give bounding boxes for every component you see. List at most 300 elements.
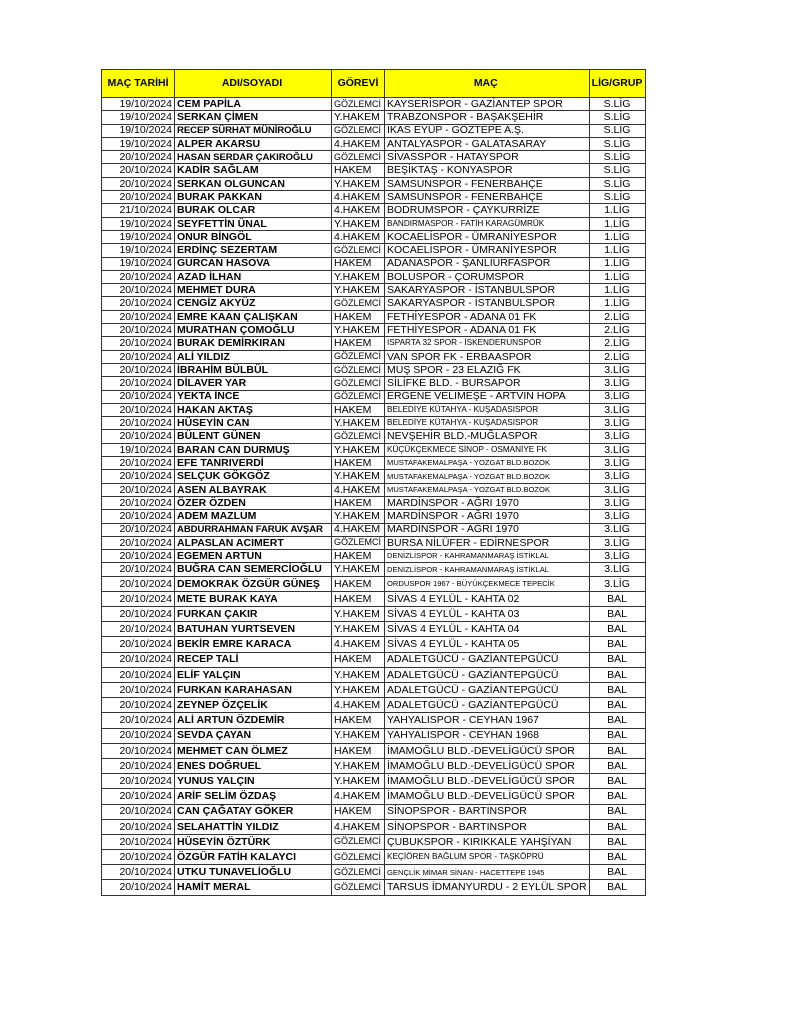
row-match: MUSTAFAKEMALPAŞA - YOZGAT BLD.BOZOK bbox=[385, 483, 590, 496]
table-row bbox=[102, 880, 646, 895]
table-row bbox=[102, 377, 646, 390]
row-name: CENGİZ AKYÜZ bbox=[175, 297, 332, 310]
row-duty: HAKEM bbox=[332, 164, 385, 177]
row-league: BAL bbox=[589, 607, 645, 622]
row-date: 20/10/2024 bbox=[102, 652, 175, 667]
row-duty: HAKEM bbox=[332, 257, 385, 270]
row-match: SİVAS 4 EYLÜL - KAHTA 03 bbox=[385, 607, 590, 622]
table-row bbox=[102, 804, 646, 819]
row-league: BAL bbox=[589, 728, 645, 743]
row-duty: GÖZLEMCİ bbox=[332, 390, 385, 403]
row-league: BAL bbox=[589, 713, 645, 728]
row-league: 2.LİG bbox=[589, 350, 645, 363]
row-date: 19/10/2024 bbox=[102, 98, 175, 111]
row-duty: GÖZLEMCİ bbox=[332, 865, 385, 880]
row-match: KAYSERİSPOR - GAZİANTEP SPOR bbox=[385, 98, 590, 111]
table-row bbox=[102, 337, 646, 350]
row-match: İMAMOĞLU BLD.-DEVELİGÜCÜ SPOR bbox=[385, 758, 590, 773]
row-date: 20/10/2024 bbox=[102, 284, 175, 297]
row-duty: Y.HAKEM bbox=[332, 470, 385, 483]
row-name: CAN ÇAĞATAY GÖKER bbox=[175, 804, 332, 819]
row-name: RECEP TALİ bbox=[175, 652, 332, 667]
row-date: 20/10/2024 bbox=[102, 758, 175, 773]
header-row bbox=[102, 70, 646, 98]
table-row bbox=[102, 430, 646, 443]
row-league: 3.LİG bbox=[589, 523, 645, 536]
row-date: 20/10/2024 bbox=[102, 177, 175, 190]
row-match: MUSTAFAKEMALPAŞA - YOZGAT BLD.BOZOK bbox=[385, 457, 590, 470]
table-row bbox=[102, 137, 646, 150]
row-name: MEHMET DURA bbox=[175, 284, 332, 297]
row-match: MARDİNSPOR - AĞRI 1970 bbox=[385, 496, 590, 509]
row-league: 3.LİG bbox=[589, 377, 645, 390]
row-date: 20/10/2024 bbox=[102, 622, 175, 637]
row-match: BELEDİYE KÜTAHYA - KUŞADASISPOR bbox=[385, 417, 590, 430]
row-duty: Y.HAKEM bbox=[332, 728, 385, 743]
row-duty: HAKEM bbox=[332, 804, 385, 819]
table-row bbox=[102, 124, 646, 137]
row-league: BAL bbox=[589, 850, 645, 865]
row-name: EFE TANRIVERDİ bbox=[175, 457, 332, 470]
row-date: 20/10/2024 bbox=[102, 483, 175, 496]
row-name: SERKAN ÇİMEN bbox=[175, 111, 332, 124]
row-league: 3.LİG bbox=[589, 363, 645, 376]
table-row bbox=[102, 667, 646, 682]
row-match: MUŞ SPOR - 23 ELAZIĞ FK bbox=[385, 363, 590, 376]
row-name: ARİF SELİM ÖZDAŞ bbox=[175, 789, 332, 804]
row-match: NEVŞEHİR BLD.-MUĞLASPOR bbox=[385, 430, 590, 443]
row-date: 20/10/2024 bbox=[102, 698, 175, 713]
table-row bbox=[102, 713, 646, 728]
table-row bbox=[102, 191, 646, 204]
row-name: ABDURRAHMAN FARUK AVŞAR bbox=[175, 523, 332, 536]
row-league: 2.LİG bbox=[589, 310, 645, 323]
row-match: DENİZLİSPOR - KAHRAMANMARAŞ İSTİKLAL bbox=[385, 563, 590, 576]
row-match: İMAMOĞLU BLD.-DEVELİGÜCÜ SPOR bbox=[385, 774, 590, 789]
row-date: 20/10/2024 bbox=[102, 713, 175, 728]
header-date: MAÇ TARİHİ bbox=[102, 70, 175, 98]
row-league: 3.LİG bbox=[589, 576, 645, 591]
row-match: ADALETGÜCÜ - GAZİANTEPGÜCÜ bbox=[385, 652, 590, 667]
row-match: SİNOPSPOR - BARTINSPOR bbox=[385, 804, 590, 819]
row-league: 1.LİG bbox=[589, 270, 645, 283]
row-match: MARDİNSPOR - AĞRI 1970 bbox=[385, 523, 590, 536]
row-duty: 4.HAKEM bbox=[332, 137, 385, 150]
row-league: 1.LİG bbox=[589, 230, 645, 243]
row-name: BEKİR EMRE KARACA bbox=[175, 637, 332, 652]
row-match: SİVAS 4 EYLÜL - KAHTA 02 bbox=[385, 591, 590, 606]
row-league: BAL bbox=[589, 880, 645, 895]
row-match: KOCAELİSPOR - ÜMRANİYESPOR bbox=[385, 244, 590, 257]
row-duty: Y.HAKEM bbox=[332, 111, 385, 124]
table-row bbox=[102, 698, 646, 713]
row-duty: Y.HAKEM bbox=[332, 774, 385, 789]
row-match: BOLUSPOR - ÇORUMSPOR bbox=[385, 270, 590, 283]
row-duty: 4.HAKEM bbox=[332, 191, 385, 204]
table-row bbox=[102, 98, 646, 111]
row-name: ONUR BİNGÖL bbox=[175, 230, 332, 243]
row-league: BAL bbox=[589, 789, 645, 804]
row-name: BURAK PAKKAN bbox=[175, 191, 332, 204]
row-name: AZAD İLHAN bbox=[175, 270, 332, 283]
row-match: BANDIRMASPOR - FATİH KARAGÜMRÜK bbox=[385, 217, 590, 230]
row-league: BAL bbox=[589, 758, 645, 773]
row-duty: HAKEM bbox=[332, 457, 385, 470]
row-duty: HAKEM bbox=[332, 576, 385, 591]
row-date: 20/10/2024 bbox=[102, 819, 175, 834]
row-match: ADALETGÜCÜ - GAZİANTEPGÜCÜ bbox=[385, 683, 590, 698]
table-row bbox=[102, 637, 646, 652]
table-body bbox=[102, 98, 646, 896]
row-league: BAL bbox=[589, 834, 645, 849]
row-match: BODRUMSPOR - ÇAYKURRİZE bbox=[385, 204, 590, 217]
header-league: LİG/GRUP bbox=[589, 70, 645, 98]
table-row bbox=[102, 417, 646, 430]
table-row bbox=[102, 563, 646, 576]
row-duty: GÖZLEMCİ bbox=[332, 244, 385, 257]
table-row bbox=[102, 865, 646, 880]
table-row bbox=[102, 550, 646, 563]
row-date: 20/10/2024 bbox=[102, 191, 175, 204]
row-match: YAHYALISPOR - CEYHAN 1967 bbox=[385, 713, 590, 728]
row-duty: HAKEM bbox=[332, 591, 385, 606]
row-match: ADANASPOR - ŞANLIURFASPOR bbox=[385, 257, 590, 270]
row-date: 20/10/2024 bbox=[102, 550, 175, 563]
row-name: ÖZGÜR FATİH KALAYCI bbox=[175, 850, 332, 865]
row-duty: Y.HAKEM bbox=[332, 217, 385, 230]
row-name: ASEN ALBAYRAK bbox=[175, 483, 332, 496]
table-row bbox=[102, 523, 646, 536]
row-league: 3.LİG bbox=[589, 430, 645, 443]
row-league: 2.LİG bbox=[589, 324, 645, 337]
table-row bbox=[102, 164, 646, 177]
row-league: BAL bbox=[589, 865, 645, 880]
row-date: 20/10/2024 bbox=[102, 607, 175, 622]
row-date: 20/10/2024 bbox=[102, 310, 175, 323]
row-date: 20/10/2024 bbox=[102, 576, 175, 591]
row-league: 3.LİG bbox=[589, 470, 645, 483]
row-duty: HAKEM bbox=[332, 652, 385, 667]
row-league: 3.LİG bbox=[589, 417, 645, 430]
row-match: FETHİYESPOR - ADANA 01 FK bbox=[385, 310, 590, 323]
header-match: MAÇ bbox=[385, 70, 590, 98]
row-match: SAMSUNSPOR - FENERBAHÇE bbox=[385, 191, 590, 204]
row-name: İBRAHİM BÜLBÜL bbox=[175, 363, 332, 376]
row-date: 20/10/2024 bbox=[102, 563, 175, 576]
table-row bbox=[102, 536, 646, 549]
row-date: 19/10/2024 bbox=[102, 443, 175, 456]
row-league: 3.LİG bbox=[589, 457, 645, 470]
row-date: 20/10/2024 bbox=[102, 850, 175, 865]
row-name: HAKAN AKTAŞ bbox=[175, 403, 332, 416]
row-match: BURSA NİLÜFER - EDİRNESPOR bbox=[385, 536, 590, 549]
table-row bbox=[102, 204, 646, 217]
row-date: 20/10/2024 bbox=[102, 350, 175, 363]
table-row bbox=[102, 443, 646, 456]
row-match: ERGENE VELİMEŞE - ARTVİN HOPA bbox=[385, 390, 590, 403]
table-row bbox=[102, 297, 646, 310]
row-date: 19/10/2024 bbox=[102, 230, 175, 243]
row-name: BURAK DEMİRKIRAN bbox=[175, 337, 332, 350]
row-match: İMAMOĞLU BLD.-DEVELİGÜCÜ SPOR bbox=[385, 789, 590, 804]
row-league: S.LİG bbox=[589, 151, 645, 164]
row-league: BAL bbox=[589, 819, 645, 834]
row-match: DENİZLİSPOR - KAHRAMANMARAŞ İSTİKLAL bbox=[385, 550, 590, 563]
row-duty: 4.HAKEM bbox=[332, 523, 385, 536]
row-date: 20/10/2024 bbox=[102, 151, 175, 164]
row-date: 20/10/2024 bbox=[102, 337, 175, 350]
row-name: EGEMEN ARTUN bbox=[175, 550, 332, 563]
row-date: 20/10/2024 bbox=[102, 743, 175, 758]
row-duty: 4.HAKEM bbox=[332, 789, 385, 804]
table-row bbox=[102, 510, 646, 523]
row-name: SELÇUK GÖKGÖZ bbox=[175, 470, 332, 483]
table-row bbox=[102, 217, 646, 230]
row-league: 1.LİG bbox=[589, 284, 645, 297]
row-name: SERKAN OLGUNCAN bbox=[175, 177, 332, 190]
row-duty: HAKEM bbox=[332, 310, 385, 323]
row-match: SAMSUNSPOR - FENERBAHÇE bbox=[385, 177, 590, 190]
table-row bbox=[102, 758, 646, 773]
row-name: ADEM MAZLUM bbox=[175, 510, 332, 523]
row-match: ISPARTA 32 SPOR - İSKENDERUNSPOR bbox=[385, 337, 590, 350]
row-match: SİVASSPOR - HATAYSPOR bbox=[385, 151, 590, 164]
row-league: 3.LİG bbox=[589, 536, 645, 549]
row-match: MARDİNSPOR - AĞRI 1970 bbox=[385, 510, 590, 523]
row-name: FURKAN ÇAKIR bbox=[175, 607, 332, 622]
row-league: 3.LİG bbox=[589, 443, 645, 456]
row-league: 3.LİG bbox=[589, 550, 645, 563]
row-date: 20/10/2024 bbox=[102, 591, 175, 606]
row-name: UTKU TUNAVELİOĞLU bbox=[175, 865, 332, 880]
row-duty: GÖZLEMCİ bbox=[332, 98, 385, 111]
row-name: MEHMET CAN ÖLMEZ bbox=[175, 743, 332, 758]
row-name: BURAK OLCAR bbox=[175, 204, 332, 217]
row-duty: Y.HAKEM bbox=[332, 622, 385, 637]
row-match: KEÇİÖREN BAĞLUM SPOR - TAŞKÖPRÜ bbox=[385, 850, 590, 865]
row-name: MURATHAN ÇOMOĞLU bbox=[175, 324, 332, 337]
row-match: İMAMOĞLU BLD.-DEVELİGÜCÜ SPOR bbox=[385, 743, 590, 758]
row-duty: GÖZLEMCİ bbox=[332, 350, 385, 363]
table-row bbox=[102, 483, 646, 496]
row-league: 2.LİG bbox=[589, 337, 645, 350]
row-match: MUSTAFAKEMALPAŞA - YOZGAT BLD.BOZOK bbox=[385, 470, 590, 483]
row-duty: Y.HAKEM bbox=[332, 563, 385, 576]
row-date: 20/10/2024 bbox=[102, 789, 175, 804]
row-match: KÜÇÜKÇEKMECE SİNOP - OSMANİYE FK bbox=[385, 443, 590, 456]
row-duty: HAKEM bbox=[332, 337, 385, 350]
row-league: BAL bbox=[589, 743, 645, 758]
row-date: 19/10/2024 bbox=[102, 217, 175, 230]
row-match: TARSUS İDMANYURDU - 2 EYLÜL SPOR bbox=[385, 880, 590, 895]
row-date: 20/10/2024 bbox=[102, 403, 175, 416]
row-name: FURKAN KARAHASAN bbox=[175, 683, 332, 698]
row-date: 20/10/2024 bbox=[102, 417, 175, 430]
row-name: BÜLENT GÜNEN bbox=[175, 430, 332, 443]
row-league: BAL bbox=[589, 774, 645, 789]
table-row bbox=[102, 457, 646, 470]
row-league: 3.LİG bbox=[589, 403, 645, 416]
row-league: S.LİG bbox=[589, 177, 645, 190]
row-league: S.LİG bbox=[589, 137, 645, 150]
row-name: KADİR SAĞLAM bbox=[175, 164, 332, 177]
row-date: 20/10/2024 bbox=[102, 377, 175, 390]
row-duty: GÖZLEMCİ bbox=[332, 363, 385, 376]
table-row bbox=[102, 310, 646, 323]
row-date: 19/10/2024 bbox=[102, 244, 175, 257]
row-date: 19/10/2024 bbox=[102, 124, 175, 137]
row-match: İKAS EYÜP - GÖZTEPE A.Ş. bbox=[385, 124, 590, 137]
row-name: ALİ YILDIZ bbox=[175, 350, 332, 363]
row-league: 3.LİG bbox=[589, 496, 645, 509]
table-row bbox=[102, 403, 646, 416]
row-date: 20/10/2024 bbox=[102, 457, 175, 470]
row-league: 3.LİG bbox=[589, 510, 645, 523]
row-match: SİVAS 4 EYLÜL - KAHTA 04 bbox=[385, 622, 590, 637]
table-row bbox=[102, 324, 646, 337]
row-name: HÜSEYİN CAN bbox=[175, 417, 332, 430]
row-league: BAL bbox=[589, 637, 645, 652]
row-name: SEYFETTİN ÜNAL bbox=[175, 217, 332, 230]
header-name: ADI/SOYADI bbox=[175, 70, 332, 98]
row-match: ADALETGÜCÜ - GAZİANTEPGÜCÜ bbox=[385, 698, 590, 713]
row-name: ALPASLAN ACIMERT bbox=[175, 536, 332, 549]
row-match: GENÇLİK MİMAR SİNAN - HACETTEPE 1945 bbox=[385, 865, 590, 880]
row-match: SİLİFKE BLD. - BURSAPOR bbox=[385, 377, 590, 390]
row-date: 20/10/2024 bbox=[102, 880, 175, 895]
row-date: 20/10/2024 bbox=[102, 297, 175, 310]
row-league: BAL bbox=[589, 698, 645, 713]
table-row bbox=[102, 607, 646, 622]
row-league: S.LİG bbox=[589, 98, 645, 111]
row-match: ORDUSPOR 1967 - BÜYÜKÇEKMECE TEPECİK bbox=[385, 576, 590, 591]
row-league: 3.LİG bbox=[589, 483, 645, 496]
row-duty: Y.HAKEM bbox=[332, 324, 385, 337]
table-row bbox=[102, 177, 646, 190]
row-date: 20/10/2024 bbox=[102, 523, 175, 536]
row-match: ÇUBUKSPOR - KIRIKKALE YAHŞİYAN bbox=[385, 834, 590, 849]
row-date: 20/10/2024 bbox=[102, 804, 175, 819]
row-duty: GÖZLEMCİ bbox=[332, 834, 385, 849]
row-name: BUĞRA CAN SEMERCİOĞLU bbox=[175, 563, 332, 576]
table-row bbox=[102, 683, 646, 698]
row-date: 19/10/2024 bbox=[102, 137, 175, 150]
row-league: BAL bbox=[589, 667, 645, 682]
row-duty: HAKEM bbox=[332, 713, 385, 728]
row-duty: 4.HAKEM bbox=[332, 230, 385, 243]
row-duty: Y.HAKEM bbox=[332, 443, 385, 456]
row-name: HASAN SERDAR ÇAKIROĞLU bbox=[175, 151, 332, 164]
row-league: BAL bbox=[589, 652, 645, 667]
row-date: 20/10/2024 bbox=[102, 496, 175, 509]
row-name: YUNUS YALÇIN bbox=[175, 774, 332, 789]
table-row bbox=[102, 819, 646, 834]
row-date: 19/10/2024 bbox=[102, 111, 175, 124]
row-date: 20/10/2024 bbox=[102, 470, 175, 483]
table-row bbox=[102, 850, 646, 865]
row-name: SEVDA ÇAYAN bbox=[175, 728, 332, 743]
row-date: 20/10/2024 bbox=[102, 363, 175, 376]
table-row bbox=[102, 230, 646, 243]
row-name: ERDİNÇ SEZERTAM bbox=[175, 244, 332, 257]
row-match: YAHYALISPOR - CEYHAN 1968 bbox=[385, 728, 590, 743]
table-row bbox=[102, 743, 646, 758]
row-match: FETHİYESPOR - ADANA 01 FK bbox=[385, 324, 590, 337]
row-duty: Y.HAKEM bbox=[332, 607, 385, 622]
row-duty: Y.HAKEM bbox=[332, 177, 385, 190]
row-league: S.LİG bbox=[589, 164, 645, 177]
row-name: ELİF YALÇIN bbox=[175, 667, 332, 682]
row-date: 20/10/2024 bbox=[102, 164, 175, 177]
row-name: GÜRCAN HASOVA bbox=[175, 257, 332, 270]
row-league: S.LİG bbox=[589, 124, 645, 137]
row-league: S.LİG bbox=[589, 111, 645, 124]
table-row bbox=[102, 496, 646, 509]
row-match: SAKARYASPOR - İSTANBULSPOR bbox=[385, 284, 590, 297]
row-duty: Y.HAKEM bbox=[332, 510, 385, 523]
row-duty: Y.HAKEM bbox=[332, 270, 385, 283]
row-duty: 4.HAKEM bbox=[332, 483, 385, 496]
row-date: 20/10/2024 bbox=[102, 728, 175, 743]
row-duty: HAKEM bbox=[332, 403, 385, 416]
row-duty: HAKEM bbox=[332, 550, 385, 563]
row-league: BAL bbox=[589, 622, 645, 637]
row-duty: Y.HAKEM bbox=[332, 284, 385, 297]
row-name: DEMOKRAK ÖZGÜR GÜNEŞ bbox=[175, 576, 332, 591]
row-date: 20/10/2024 bbox=[102, 536, 175, 549]
table-row bbox=[102, 622, 646, 637]
row-name: BARAN CAN DURMUŞ bbox=[175, 443, 332, 456]
row-name: DİLAVER YAR bbox=[175, 377, 332, 390]
table-row bbox=[102, 652, 646, 667]
row-duty: GÖZLEMCİ bbox=[332, 850, 385, 865]
row-duty: 4.HAKEM bbox=[332, 637, 385, 652]
row-duty: Y.HAKEM bbox=[332, 417, 385, 430]
table-row bbox=[102, 350, 646, 363]
row-duty: 4.HAKEM bbox=[332, 819, 385, 834]
row-match: TRABZONSPOR - BAŞAKŞEHİR bbox=[385, 111, 590, 124]
row-duty: Y.HAKEM bbox=[332, 667, 385, 682]
row-date: 20/10/2024 bbox=[102, 430, 175, 443]
table-row bbox=[102, 774, 646, 789]
row-match: SAKARYASPOR - İSTANBULSPOR bbox=[385, 297, 590, 310]
row-date: 20/10/2024 bbox=[102, 510, 175, 523]
row-name: ZEYNEP ÖZÇELİK bbox=[175, 698, 332, 713]
row-league: S.LİG bbox=[589, 191, 645, 204]
table-row bbox=[102, 470, 646, 483]
table-row bbox=[102, 591, 646, 606]
row-name: ÖZER ÖZDEN bbox=[175, 496, 332, 509]
row-league: 1.LİG bbox=[589, 297, 645, 310]
row-date: 20/10/2024 bbox=[102, 324, 175, 337]
table-row bbox=[102, 244, 646, 257]
row-match: BEŞİKTAŞ - KONYASPOR bbox=[385, 164, 590, 177]
row-duty: GÖZLEMCİ bbox=[332, 377, 385, 390]
table-row bbox=[102, 728, 646, 743]
table-row bbox=[102, 270, 646, 283]
row-league: 3.LİG bbox=[589, 390, 645, 403]
row-match: VAN SPOR FK - ERBAASPOR bbox=[385, 350, 590, 363]
row-name: ENES DOĞRUEL bbox=[175, 758, 332, 773]
row-match: BELEDİYE KÜTAHYA - KUŞADASISPOR bbox=[385, 403, 590, 416]
row-match: ANTALYASPOR - GALATASARAY bbox=[385, 137, 590, 150]
table-row bbox=[102, 834, 646, 849]
row-date: 21/10/2024 bbox=[102, 204, 175, 217]
row-match: SİVAS 4 EYLÜL - KAHTA 05 bbox=[385, 637, 590, 652]
table-row bbox=[102, 363, 646, 376]
row-duty: GÖZLEMCİ bbox=[332, 297, 385, 310]
table-row bbox=[102, 111, 646, 124]
